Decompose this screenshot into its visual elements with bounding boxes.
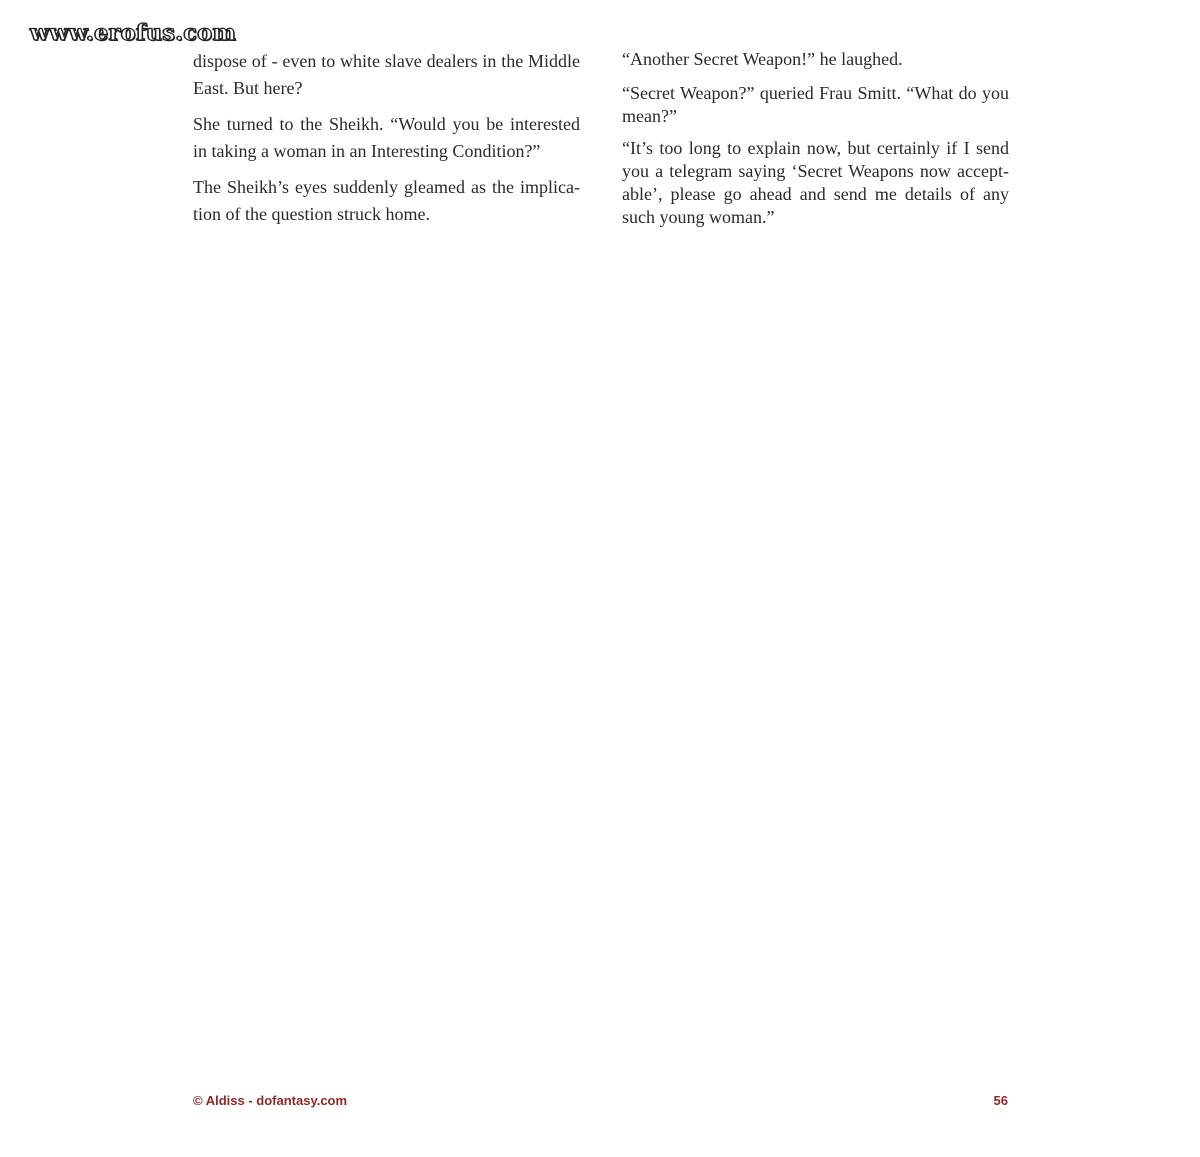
- paragraph: dispose of - even to white slave dealers in the Middle East. But here?: [193, 51, 580, 98]
- paragraph: The Sheikh’s eyes suddenly gleamed as the implica-tion of the question struck home.: [193, 177, 580, 224]
- left-text-column: [193, 48, 580, 237]
- right-text-column: [622, 48, 1009, 238]
- page-number: 56: [993, 1093, 1008, 1108]
- copyright-text: © Aldiss - dofantasy.com: [193, 1093, 348, 1108]
- paragraph: She turned to the Sheikh. “Would you be interested in taking a woman in an Interesting Condition?”: [193, 114, 580, 161]
- page-footer: [193, 1093, 1008, 1108]
- paragraph: “Secret Weapon?” queried Frau Smitt. “What do you mean?”: [622, 83, 1009, 126]
- paragraph: “Another Secret Weapon!” he laughed.: [622, 49, 903, 69]
- paragraph: “It’s too long to explain now, but certainly if I send you a telegram saying ‘Secret Weapons now accept-able’, please go ahead and send me details of any such young woman.”: [622, 138, 1009, 227]
- site-watermark: www.erofus.com: [30, 20, 237, 46]
